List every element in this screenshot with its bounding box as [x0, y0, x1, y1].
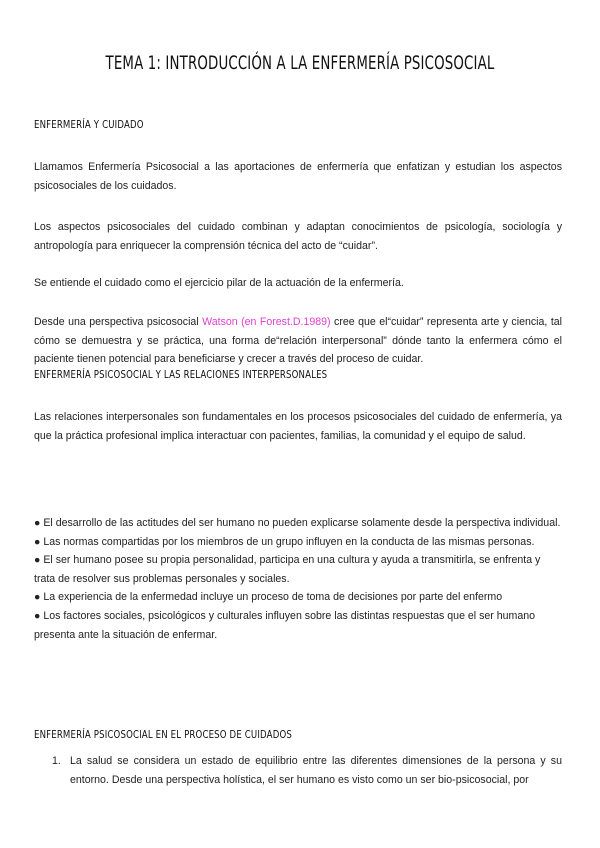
numbered-list: [34, 752, 562, 789]
paragraph: Las relaciones interpersonales son fundamentales en los procesos psicosociales del cuidado de enfermería, ya que la práctica profesional implica interactuar con pacientes, familias, la comunidad y el equipo de salud.: [34, 411, 562, 442]
watson-after: cree que el“cuidar” representa arte y ciencia, tal cómo se demuestra y se práctica, una forma de“relación interpersonal” dónde tanto la enfermera cómo el paciente tienen potencial para beneficiarse y crecer a través del proceso de cuidar.: [34, 316, 563, 366]
list-item: ● La experiencia de la enfermedad incluye un proceso de toma de decisiones por parte del enfermo: [34, 591, 503, 604]
paragraph: Se entiende el cuidado como el ejercicio pilar de la actuación de la enfermería.: [34, 277, 404, 289]
section-heading-proceso-cuidados: ENFERMERÍA PSICOSOCIAL EN EL PROCESO DE CUIDADOS: [34, 728, 292, 741]
list-item: ● Las normas compartidas por los miembros de un grupo influyen en la conducta de las mismas personas.: [34, 535, 535, 548]
list-item-text: La salud se considera un estado de equilibrio entre las diferentes dimensiones de la persona y su entorno. Desde una perspectiva holística, el ser humano es visto como un ser bio-psicosocial, por: [70, 755, 562, 786]
section-heading-enfermeria-cuidado: ENFERMERÍA Y CUIDADO: [34, 118, 144, 131]
watson-citation-link[interactable]: Watson (en Forest.D.1989): [202, 316, 331, 328]
watson-before: Desde una perspectiva psicosocial: [34, 316, 203, 328]
list-item: ● Los factores sociales, psicológicos y culturales influyen sobre las distintas respuestas que el ser humano presenta ante la situación de enfermar.: [34, 609, 536, 641]
list-number: 1.: [52, 755, 61, 767]
section-heading-relaciones: ENFERMERÍA PSICOSOCIAL Y LAS RELACIONES INTERPERSONALES: [34, 368, 328, 381]
list-item: ● El ser humano posee su propia personalidad, participa en una cultura y ayuda a transmitirla, se enfrenta y trata de resolver sus problemas personales y sociales.: [34, 554, 541, 585]
page-title: TEMA 1: INTRODUCCIÓN A LA ENFERMERÍA PSICOSOCIAL: [105, 52, 495, 74]
list-item: [34, 752, 562, 789]
paragraph: Los aspectos psicosociales del cuidado combinan y adaptan conocimientos de psicología, sociología y antropología para enriquecer la comprensión técnica del acto de “cuidar”.: [34, 221, 562, 252]
bullet-list: [34, 514, 562, 644]
paragraph: Llamamos Enfermería Psicosocial a las aportaciones de enfermería que enfatizan y estudian los aspectos psicosociales de los cuidados.: [34, 161, 562, 192]
paragraph-watson: [34, 313, 562, 369]
list-item: ● El desarrollo de las actitudes del ser humano no pueden explicarse solamente desde la perspectiva individual.: [34, 517, 561, 529]
